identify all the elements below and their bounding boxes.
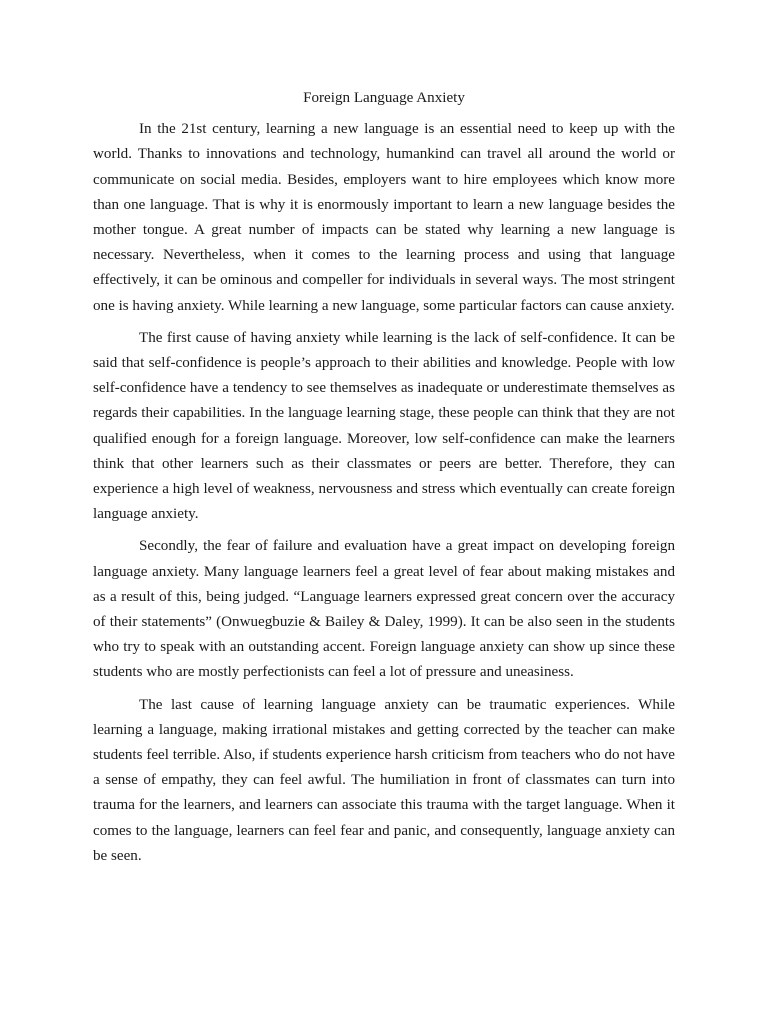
paragraph-self-confidence: The first cause of having anxiety while learning is the lack of self-confidence. It can be said that self-confidence is people’s approach to their abilities and knowledge. People with low self-confidence have a tendency to see themselves as inadequate or underestimate themselves as regards their capabilities. In the language learning stage, these people can think that they are not qualified enough for a foreign language. Moreover, low self-confidence can make the learners think that other learners such as their classmates or peers are better. Therefore, they can experience a high level of weakness, nervousness and stress which eventually can create foreign language anxiety. xyxy=(93,329,675,523)
document-title: Foreign Language Anxiety xyxy=(303,90,465,106)
paragraph-introduction: In the 21st century, learning a new language is an essential need to keep up with the world. Thanks to innovations and technology, humankind can travel all around the world or communicate on social media. Besides, employers want to hire employees which know more than one language. That is why it is enormously important to learn a new language besides the mother tongue. A great number of impacts can be stated why learning a new language is necessary. Nevertheless, when it comes to the learning process and using that language effectively, it can be ominous and compeller for individuals in several ways. The most stringent one is having anxiety. While learning a new language, some particular factors can cause anxiety. xyxy=(93,121,675,314)
paragraph-fear-of-failure: Secondly, the fear of failure and evaluation have a great impact on developing foreign language anxiety. Many language learners feel a great level of fear about making mistakes and as a result of this, being judged. “Language learners expressed great concern over the accuracy of their statements” (Onwuegbuzie & Bailey & Daley, 1999). It can be also seen in the students who try to speak with an outstanding accent. Foreign language anxiety can show up since these students who are mostly perfectionists can feel a lot of pressure and uneasiness. xyxy=(93,538,675,681)
paragraph-traumatic-experiences: The last cause of learning language anxiety can be traumatic experiences. While learning a language, making irrational mistakes and getting corrected by the teacher can make students feel terrible. Also, if students experience harsh criticism from teachers who do not have a sense of empathy, they can feel awful. The humiliation in front of classmates can turn into trauma for the learners, and learners can associate this trauma with the target language. When it comes to the language, learners can feel fear and panic, and consequently, language anxiety can be seen. xyxy=(93,696,675,864)
